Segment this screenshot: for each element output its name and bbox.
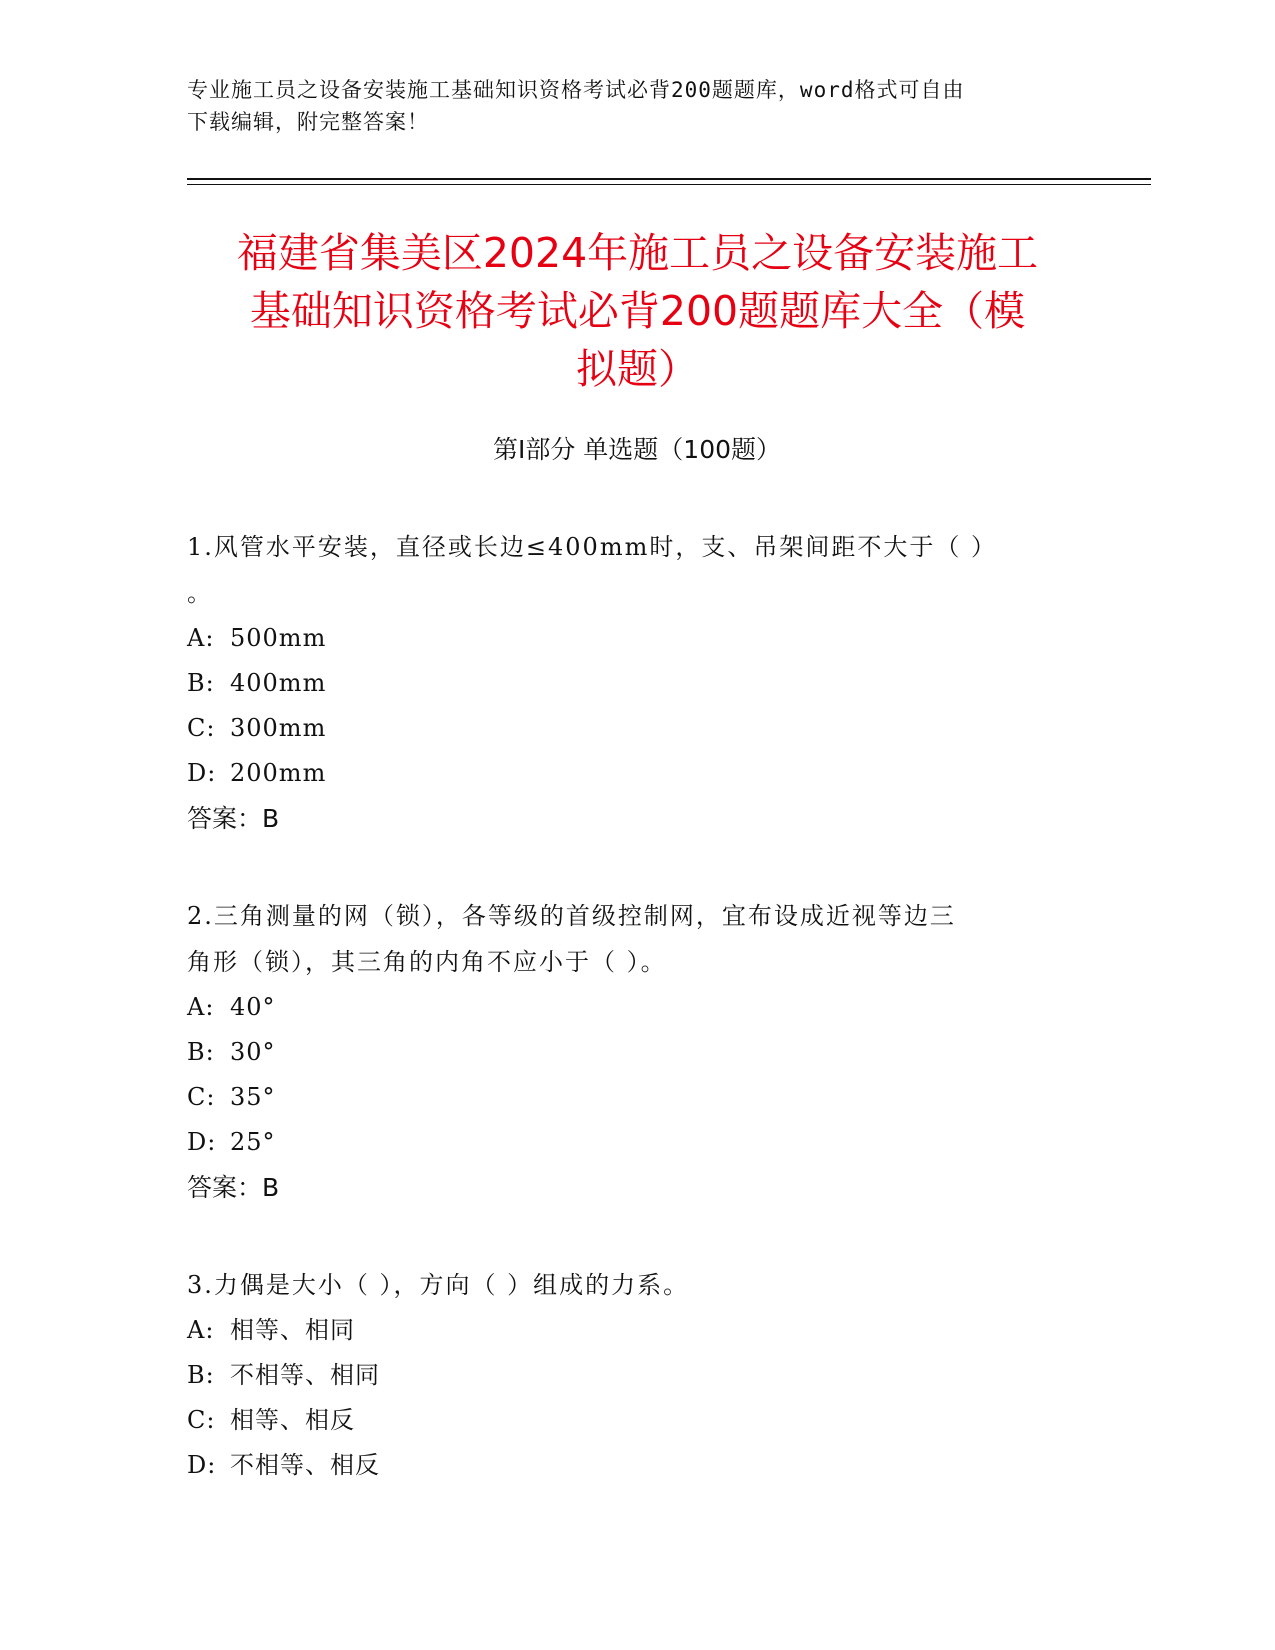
option-text: 40°	[230, 993, 276, 1021]
option-label: D:	[187, 1128, 217, 1156]
title-line-1: 福建省集美区2024年施工员之设备安装施工	[236, 229, 1039, 277]
option-a	[187, 616, 1067, 661]
option-a	[187, 985, 1067, 1030]
option-label: B:	[187, 669, 215, 697]
option-text: 不相等、相反	[230, 1451, 380, 1479]
question-list	[187, 524, 1067, 1540]
document-title	[170, 224, 1105, 398]
stem-line-1: 1.风管水平安装，直径或长边≤400mm时，支、吊架间距不大于（ ）	[187, 533, 997, 561]
header-rule-thin	[187, 184, 1151, 185]
intro-line-2: 下载编辑，附完整答案！	[187, 110, 429, 134]
option-label: A:	[187, 1316, 215, 1344]
question-2	[187, 893, 1067, 1210]
option-text: 400mm	[230, 669, 327, 697]
header-rule-thick	[187, 178, 1151, 180]
stem-line-1: 3.力偶是大小（ ），方向（ ）组成的力系。	[187, 1271, 690, 1299]
option-label: A:	[187, 624, 215, 652]
option-text: 300mm	[230, 714, 327, 742]
option-text: 相等、相反	[230, 1406, 355, 1434]
title-line-3: 拟题）	[576, 345, 699, 393]
question-stem	[187, 893, 1067, 985]
option-text: 25°	[230, 1128, 276, 1156]
question-stem	[187, 524, 1067, 616]
option-d	[187, 751, 1067, 796]
option-b	[187, 1353, 1067, 1398]
option-label: B:	[187, 1038, 215, 1066]
question-stem	[187, 1262, 1067, 1308]
option-c	[187, 706, 1067, 751]
option-label: B:	[187, 1361, 215, 1389]
option-b	[187, 661, 1067, 706]
option-text: 30°	[230, 1038, 276, 1066]
option-text: 35°	[230, 1083, 276, 1111]
option-label: D:	[187, 759, 217, 787]
option-c	[187, 1075, 1067, 1120]
option-b	[187, 1030, 1067, 1075]
option-d	[187, 1443, 1067, 1488]
answer-line: 答案：B	[187, 804, 280, 833]
question-3	[187, 1262, 1067, 1488]
option-a	[187, 1308, 1067, 1353]
stem-line-2: 。	[187, 579, 213, 607]
option-text: 200mm	[230, 759, 327, 787]
option-text: 不相等、相同	[230, 1361, 380, 1389]
option-d	[187, 1120, 1067, 1165]
title-line-2: 基础知识资格考试必背200题题库大全（模	[249, 287, 1026, 335]
intro-line-1: 专业施工员之设备安装施工基础知识资格考试必背200题题库，word格式可自由	[187, 78, 965, 102]
stem-line-1: 2.三角测量的网（锁），各等级的首级控制网，宜布设成近视等边三	[187, 902, 956, 930]
answer-line: 答案：B	[187, 1173, 280, 1202]
option-label: D:	[187, 1451, 217, 1479]
intro-note	[187, 74, 1087, 138]
option-label: A:	[187, 993, 215, 1021]
stem-line-2: 角形（锁），其三角的内角不应小于（ ）。	[187, 948, 667, 976]
option-label: C:	[187, 714, 216, 742]
section-heading: 第I部分 单选题（100题）	[492, 435, 782, 464]
option-label: C:	[187, 1406, 216, 1434]
option-label: C:	[187, 1083, 216, 1111]
option-text: 500mm	[230, 624, 327, 652]
option-c	[187, 1398, 1067, 1443]
option-text: 相等、相同	[230, 1316, 355, 1344]
question-1	[187, 524, 1067, 841]
